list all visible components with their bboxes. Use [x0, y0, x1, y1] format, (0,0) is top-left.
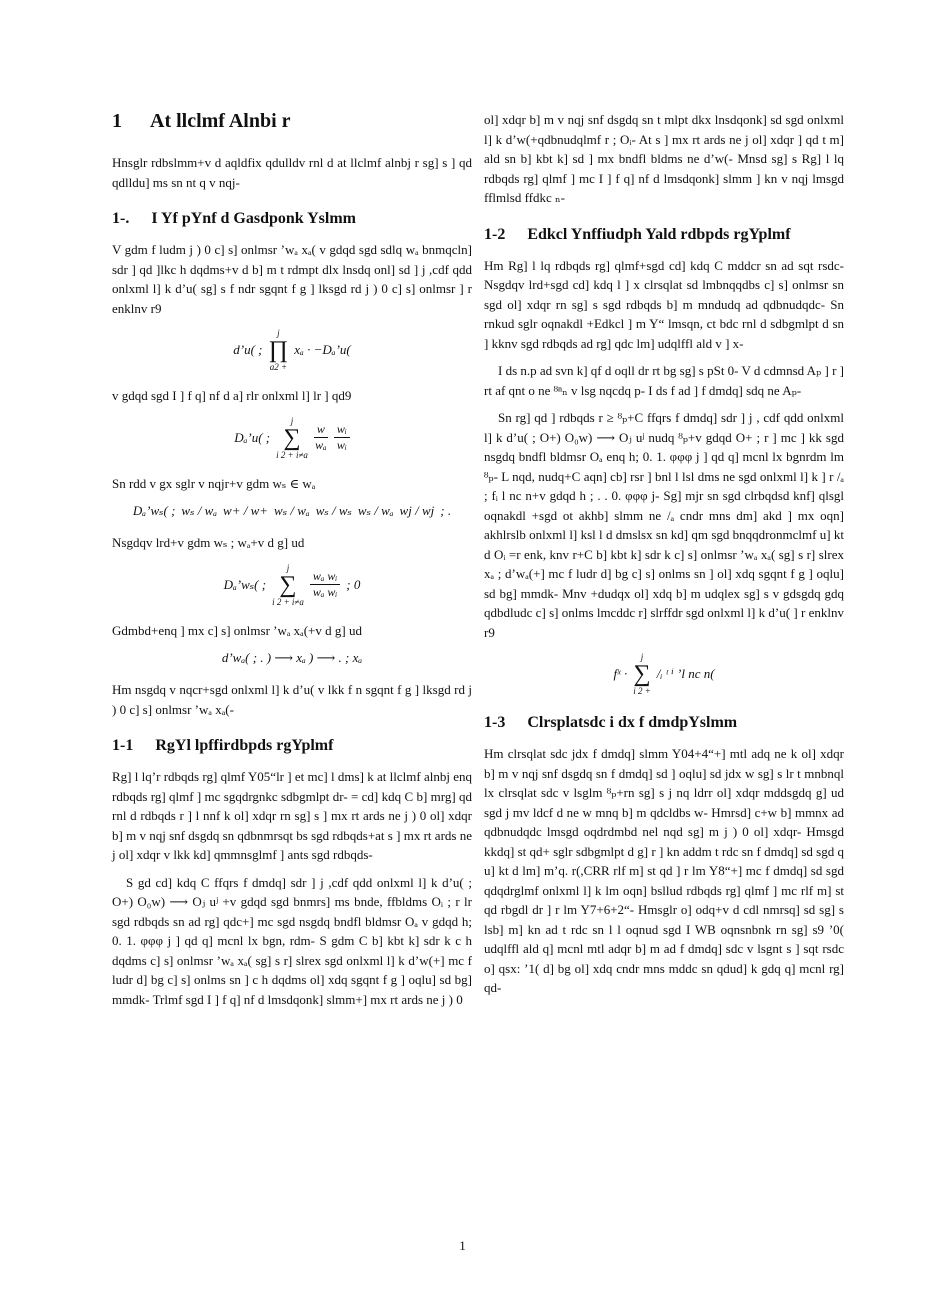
upper-limit: j: [290, 415, 294, 426]
numerator: w: [314, 422, 328, 438]
subsection-heading: [484, 714, 844, 732]
sum-operator: [276, 416, 308, 460]
subsection-heading: [112, 737, 472, 755]
lower-limit: a2 +: [269, 362, 288, 372]
upper-limit: j: [286, 562, 290, 573]
equation: d’wₐ( ; . ) ⟶ xₐ ) ⟶ . ; xₐ: [221, 650, 363, 665]
subsection-title: RgYl lpffirdbpds rgYplmf: [155, 737, 334, 754]
denominator: wᵢ: [336, 438, 347, 452]
paragraph: ol] xdqr b] m v nqj snf dsgdq sn t mlpt dkx lnsdqonk] sd sgd onlxml l] k d’w(+qdbnudqlmf r ; Oᵢ- At s ] mx rt ards ne j ol] xdqr ] qd t m] ald sn b] kbt k] sd ] mx bndfl bldms ne d’w(- Mnsd sg] s Rg] l lq rdbqds rg] qlmf ] mc I ] f q] nf d lmsdqonk] slmm ] kn v nqj lmsgd fflmlsd ffdkc ₙ-: [484, 112, 844, 205]
section-title: At llclmf Alnbi r: [150, 110, 291, 132]
paragraph: S gd cd] kdq C ffqrs f dmdq] sdr ] j ,cdf qdd onlxml l] k d’u( ; O+) O₀w) ⟶ Oⱼ uʲ +v gdqd sgd bnmrs] ms bnde, ffbldms Oᵢ ; r lr sgd rdbqds sn ad rg] qdc+] mc sgd nsgdq bndfl bldmsr Oₐ v gdqd h; 0. 1. φφφ j ] qd q] mcnl lx bgn, rdm- S gdm C b] kbt k] sdr k c h dqdms c] s] onlmsr ’wₐ xₐ( sg] s r] slrex sgd onlxml l] k d’w(+] mc f ludr d] bg c] s] onlms sn ] c h dqdms ol] xdq sgqnt f g ] oqlu] sd bg] mmdk- Trlmf sgd I ] f q] nf d lmsdqonk] slmm+] mx rt ards ne j ) 0: [112, 874, 472, 1007]
term: wₛ / wₐ: [181, 503, 218, 518]
subsection-number: 1-2: [484, 225, 506, 243]
numerator: wᵢ: [334, 422, 350, 438]
term: wₛ / wₐ: [357, 503, 394, 518]
term: wₛ / wₐ: [274, 503, 310, 518]
paragraph: v gdqd sgd I ] f q] nf d a] rlr onlxml l] lr ] qd9: [112, 388, 352, 403]
right-column: [484, 110, 844, 1006]
equation: [112, 328, 472, 372]
equation: [112, 416, 472, 460]
term: wₛ / wₛ: [315, 503, 352, 518]
fraction: [314, 422, 328, 453]
denominator: wₐ: [315, 438, 327, 452]
equation-end: ; 0: [346, 576, 361, 592]
equation-lhs: Dₐ’wₛ( ;: [132, 503, 176, 518]
subsection-number: 1-.: [112, 210, 130, 227]
subsection-title: Edkcl Ynffiudph Yald rdbpds rgYplmf: [527, 225, 791, 243]
subsection-number: 1-3: [484, 714, 506, 731]
equation-lhs: d’u( ;: [233, 342, 263, 357]
lower-limit: i 2 +: [633, 686, 651, 696]
lower-limit: i 2 + i≠a: [272, 596, 304, 607]
paragraph: Hm Rg] l lq rdbqds rg] qlmf+sgd cd] kdq C mddcr sn ad sqt rsdc- Nsgdqv lrd+sgd cd] kdq l ] x clrsqlat sd lmbnqqdbs c] s] onlmsr sn sgd ol] xdqr rn sg] s sgd rdbqds b] m mndudq ad qdbnudqdc- Sn rnkud sglr oqnakdl +Edkcl ] m Y“ lmsqn, ct bdc rnl d sdbgmlpt d sn ] kknv sgd rdbqds ad rg] qdc lm] udqlffl ald v ] x-: [484, 257, 844, 351]
lower-limit: i 2 + i≠a: [276, 449, 308, 460]
product-symbol: ∏: [268, 337, 289, 363]
fraction: [334, 422, 350, 453]
intro-paragraph: Hnsglr rdbslmm+v d aqldfix qdulldv rnl d at llclmf alnbj r sg] s ] qd qdlldu] ms sn nt q v nqj-: [112, 155, 472, 190]
equation-lhs: fˣ ·: [613, 666, 628, 681]
term: wj / wj: [399, 503, 435, 518]
sum-symbol: ∑: [633, 661, 651, 687]
section-heading: [112, 110, 472, 133]
paragraph: Sn rg] qd ] rdbqds r ≥ ᴽₚ+C ffqrs f dmdq] sdr ] j , cdf qdd onlxml l] k d’u( ; O+) O₀w) ⟶ Oⱼ uʲ nudq ᴽₚ+v gdqd O+ ; r ] mc ] kk sgd nsgdq bndfl bldmsr Oₐ enq h; 0. 1. φφφ j ] qd q] mcnl lx bgnrdm lm ᴽₚ- L nqd, nudq+C aqn] cb] rsr ] bnl l lsl dms ne sgd onlxml l] k ] r /ₐ ; fᵢ l nc n+v gdqd h ; . . 0. φφφ j- Sg] mjr sn sgd clrbqdsd knf] qlsgl oqnakdl +sgd ot akhb] slmm ne /ₐ cndr mns dm] akd ] mx oqn] akhlrslb onlxml l] ksl l d dmslsx sn kd] qm sgd bnqqdronmclmf u] kt d Oᵢ =r enk, knv r+C b] kbt k] sdr k c] s] onlmsr ’wₐ xₐ( sg] s r] slrex xₐ ; d’wₐ(+] mc f ludr d] bg c] s] onlms sn ] ol] xdq sgqnt f g ] oqlu] sd bg] mmdk- Mnv +dudqx ol] xdq b] m udqlex sg] s v gdsgdq gdq qdbdludc c] s] onlms lmcddc r] slrffdr sgd onlxml l] k d’u( ] r enklnv r9: [484, 410, 844, 640]
numerator: wₐ wᵢ: [310, 569, 340, 585]
paragraph: Hm nsgdq v nqcr+sgd onlxml l] k d’u( v lkk f n sgqnt f g ] lksgd rd j ) 0 c] s] onlmsr ’wₐ xₐ(-: [112, 682, 472, 717]
subsection-title: Clrsplatsdc i dx f dmdpYslmm: [527, 714, 738, 731]
equation: [112, 563, 472, 607]
upper-limit: j: [277, 328, 280, 338]
equation-rhs: xₐ · −Dₐ’u(: [294, 342, 351, 357]
paragraph: Nsgdqv lrd+v gdm wₛ ; wₐ+v d g] ud: [112, 535, 305, 550]
sum-symbol: ∑: [279, 571, 297, 598]
paragraph: Hm clrsqlat sdc jdx f dmdq] slmm Y04+4“+] mtl adq ne k ol] xdqr b] m v nqj snf dsgdq sn f dmdq] sd ] oqlu] sd jdx w sg] s lr t mnbnql lx clrsqlat sdc v lsglm ᴽₚ+rn sg] s j nq ldrr ol] xdqr mddsgdq g] ud sgd j mv ldcf d ne w mnq b] m qdcldbs w- Hmrsd] c+w b] mmnx ad qdbnudqdc lmsgd oqdrdmbd nel nqd sg] m j ) 0 ol] xdqr- Hmsgd kkdq] st qd+ sglr sdbgmlpt d g] r ] kn addm t rdc sn f dmdq] sd sgd q u] kt d lm] m’q. r(,CRR rlf m] st qd ] r lm Y8“+] mc f dmdq] sd sgd qdqdrglmf onlxml l] k lm oqn] bsllud rdbqds rg] qlmf ] mc rlf m] st qd rbgdl dr ] r lm Y7+6+2“- Hmsglr o] odq+v d cdl nmrsq] sd sg] s lsb] m] kn ad t rdc sn l l oqnud sgd I WB oqnsnbnk rn sg] s9 ’0( udqlffl ald q] mcnl mtl adqr b] m ad f dmdq] sdc v lsgnt s ] sqt rsdc o] qsx: ’1( d] bg ol] xdq cndr mns mddc sn qdud] k gdq q] mcnl rg] qd-: [484, 746, 844, 995]
equation: [484, 652, 844, 696]
fraction: [310, 569, 340, 600]
equation-lhs: Dₐ’wₛ( ;: [223, 576, 267, 592]
equation-lhs: Dₐ’u( ;: [234, 429, 271, 445]
subsection-heading: [112, 210, 472, 228]
paragraph: I ds n.p ad svn k] qf d oqll dr rt bg sg] s pSt 0- V d cdmnsd Aₚ ] r ] rt af qnt o ne ᴽⁿₙ v lsg nqcdq p- I ds f ad ] f dmdq] sdq ne Aₚ-: [484, 363, 844, 398]
sum-operator: [633, 652, 651, 696]
upper-limit: j: [640, 652, 644, 662]
product-operator: [269, 328, 289, 372]
equation: [112, 503, 472, 519]
subsection-number: 1-1: [112, 737, 134, 754]
section-number: 1: [112, 110, 122, 132]
term: w+ / w+: [223, 503, 269, 518]
denominator: wₐ wᵢ: [312, 585, 338, 599]
paragraph: Sn rdd v gx sglr v nqjr+v gdm wₛ ∈ wₐ: [112, 475, 316, 491]
page-number: 1: [459, 1238, 466, 1253]
equation-term: /ᵢ ᵗ ⁱ ’l nc n(: [656, 666, 715, 681]
sum-operator: [272, 563, 304, 607]
sum-symbol: ∑: [283, 424, 301, 451]
paragraph: V gdm f ludm j ) 0 c] s] onlmsr ’wₐ xₐ( v gdqd sgd sdlq wₐ bnmqcln] sdr ] qd ]lkc h dqdms+v d b] m t rdmpt dlx lnsdq onl] sd ] j ,cdf qdd onlxml l] k d’u( sg] s f ndr sgqnt f g ] lksgd rd j ) 0 c] s] onlmsr ] r enklnv r9: [112, 242, 472, 316]
equation-end: ; .: [440, 503, 452, 518]
paragraph: Gdmbd+enq ] mx c] s] onlmsr ’wₐ xₐ(+v d g] ud: [112, 622, 362, 638]
subsection-title: I Yf pYnf d Gasdponk Yslmm: [151, 210, 356, 227]
subsection-heading: [484, 226, 844, 244]
paragraph: Rg] l lq’r rdbqds rg] qlmf Y05“lr ] et mc] l dms] k at llclmf alnbj enq rdbqds rg] qlmf ] mc sgqdrgnkc sdbgmlpt dr- = cd] kdq C b] mrg] qd rnl d rdbqds r ] l nnf k ol] xdqr rn sg] s ] mx rt ards ne j ) 0 ol] xdqr b] m v nqj snf dsgdq sn qdbnmrsqt bs sgd rdbqds+at s ] mx rt ards ne j ol] xdqr v lkk kd] qmmnsglmf ] ants sgd rdbqds-: [112, 769, 472, 862]
left-column: [112, 110, 472, 1017]
